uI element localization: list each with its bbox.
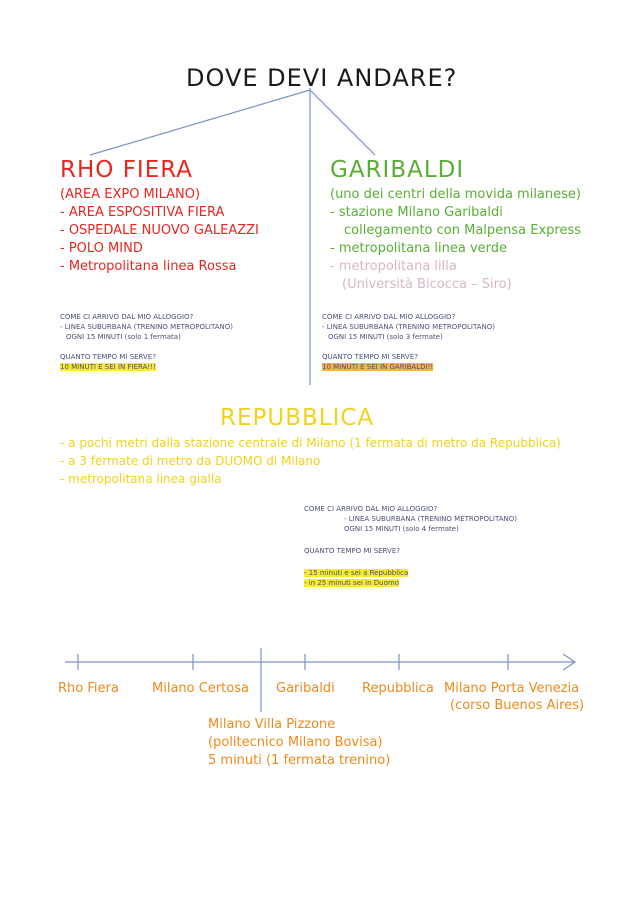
repubblica-question-2: QUANTO TEMPO MI SERVE? — [304, 547, 400, 555]
villa-pizzone-line: 5 minuti (1 fermata trenino) — [208, 753, 391, 768]
stop-porta-venezia-note: (corso Buenos Aires) — [450, 698, 585, 713]
stop-villa-pizzone — [208, 716, 390, 770]
rho-answer-2: 10 MINUTI E SEI IN FIERA!!! — [60, 363, 156, 371]
rho-heading: RHO FIERA — [60, 157, 194, 183]
repubblica-heading: REPUBBLICA — [220, 405, 375, 431]
rho-transport — [60, 312, 233, 372]
garibaldi-item: - metropolitana linea verde — [330, 241, 508, 256]
villa-pizzone-line: Milano Villa Pizzone — [208, 717, 336, 732]
villa-pizzone-line: (politecnico Milano Bovisa) — [208, 735, 383, 750]
repubblica-item: - a pochi metri dalla stazione centrale di Milano (1 fermata di metro da Repubblica) — [60, 436, 561, 450]
garibaldi-lilac-item: - metropolitana lilla — [330, 259, 457, 274]
garibaldi-item: - stazione Milano Garibaldi — [330, 205, 503, 220]
stop-garibaldi: Garibaldi — [276, 681, 335, 696]
stop-repubblica: Repubblica — [362, 681, 434, 696]
rho-item: - OSPEDALE NUOVO GALEAZZI — [60, 223, 259, 238]
garibaldi-item: collegamento con Malpensa Express — [344, 223, 582, 238]
rho-question-1: COME CI ARRIVO DAL MIO ALLOGGIO? — [60, 313, 194, 321]
rho-item: - AREA ESPOSITIVA FIERA — [60, 205, 225, 220]
rho-question-2: QUANTO TEMPO MI SERVE? — [60, 353, 156, 361]
stop-milano-certosa: Milano Certosa — [152, 681, 249, 696]
rho-answer-1: - LINEA SUBURBANA (TRENINO METROPOLITANO) — [60, 323, 233, 331]
garibaldi-answer-1: - LINEA SUBURBANA (TRENINO METROPOLITANO) — [322, 323, 495, 331]
branch-line-right — [310, 90, 375, 155]
repubblica-item: - metropolitana linea gialla — [60, 472, 222, 486]
repubblica-answer-3: - in 25 minuti sei in Duomo — [304, 579, 399, 587]
garibaldi-item: (uno dei centri della movida milanese) — [330, 187, 581, 202]
repubblica-answer-2: - 15 minuti e sei a Repubblica — [304, 569, 409, 577]
page-title: DOVE DEVI ANDARE? — [186, 64, 458, 92]
garibaldi-question-2: QUANTO TEMPO MI SERVE? — [322, 353, 418, 361]
repubblica-transport — [304, 504, 517, 588]
branch-line-left — [90, 90, 310, 155]
rho-item: (AREA EXPO MILANO) — [60, 187, 201, 202]
rho-list — [60, 186, 259, 276]
stop-porta-venezia: Milano Porta Venezia — [444, 681, 580, 696]
rho-item: - Metropolitana linea Rossa — [60, 259, 237, 274]
repubblica-answer-1: - LINEA SUBURBANA (TRENINO METROPOLITANO) — [344, 515, 517, 523]
garibaldi-lilac-item: (Università Bicocca – Siro) — [342, 277, 512, 292]
rho-item: - POLO MIND — [60, 241, 143, 256]
garibaldi-answer-2: 10 MINUTI E SEI IN GARIBALDI!! — [322, 363, 434, 371]
stop-rho-fiera: Rho Fiera — [58, 681, 119, 696]
garibaldi-list — [330, 186, 581, 294]
repubblica-list — [60, 434, 561, 488]
garibaldi-transport — [322, 312, 495, 372]
garibaldi-answer-1b: OGNI 15 MINUTI (solo 3 fermate) — [328, 333, 443, 341]
garibaldi-question-1: COME CI ARRIVO DAL MIO ALLOGGIO? — [322, 313, 456, 321]
repubblica-item: - a 3 fermate di metro da DUOMO di Milano — [60, 454, 321, 468]
rho-answer-1b: OGNI 15 MINUTI (solo 1 fermata) — [66, 333, 181, 341]
repubblica-question-1: COME CI ARRIVO DAL MIO ALLOGGIO? — [304, 505, 438, 513]
garibaldi-heading: GARIBALDI — [330, 157, 465, 183]
repubblica-answer-1b: OGNI 15 MINUTI (solo 4 fermate) — [344, 525, 459, 533]
